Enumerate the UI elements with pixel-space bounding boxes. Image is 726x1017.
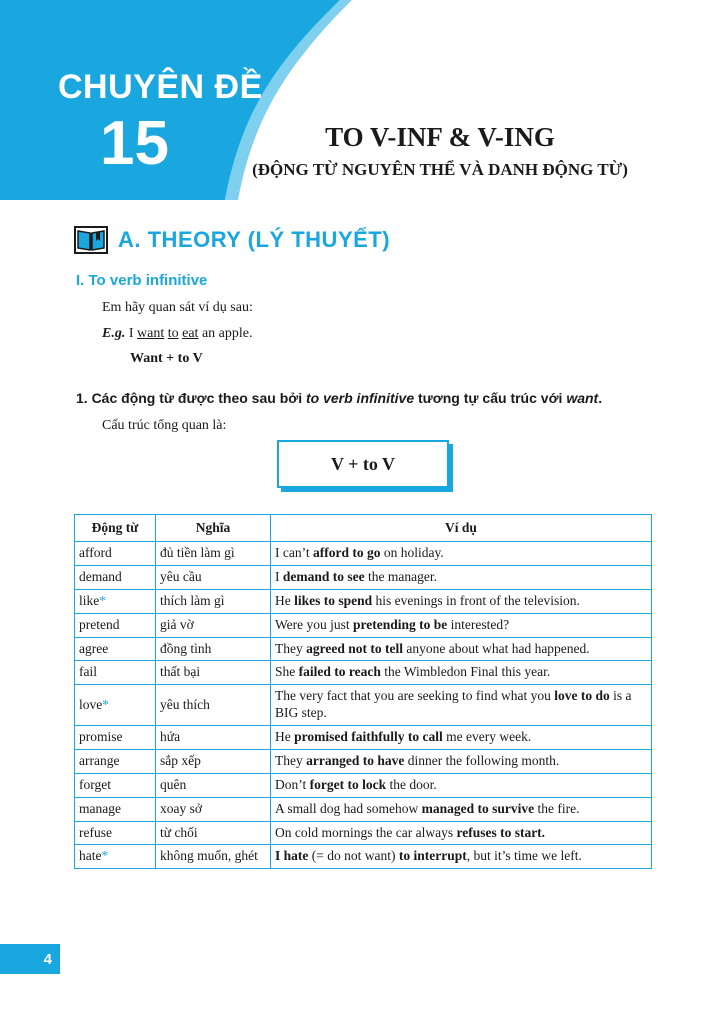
verb-text: demand xyxy=(79,568,122,584)
example-text: the door. xyxy=(386,776,437,792)
pattern-text: Want + to V xyxy=(130,351,203,366)
verb-cell xyxy=(75,845,156,869)
example-cell xyxy=(271,773,652,797)
example-cell xyxy=(271,661,652,685)
example-highlight: arranged to have xyxy=(306,752,405,768)
table-header-row xyxy=(75,515,652,542)
overview-text: Cấu trúc tổng quan là: xyxy=(102,418,227,433)
example-cell xyxy=(271,613,652,637)
eg-to: to xyxy=(167,326,179,341)
example-text: He xyxy=(275,729,295,744)
chapter-label: CHUYÊN ĐỀ xyxy=(58,68,263,106)
example-highlight: refuses to start. xyxy=(456,824,546,840)
example-cell xyxy=(271,749,652,773)
eg-rest: an apple. xyxy=(201,326,253,341)
verb-cell xyxy=(75,637,156,661)
example-text: She xyxy=(275,664,299,680)
example-text: They xyxy=(275,752,307,768)
verb-text: promise xyxy=(79,729,123,744)
example-highlight: I hate xyxy=(275,848,309,864)
open-book-icon xyxy=(74,225,108,255)
subsection-italic2: want xyxy=(566,390,599,406)
example-text: He xyxy=(275,592,295,608)
meaning-cell: quên xyxy=(156,773,271,797)
verb-text: arrange xyxy=(79,752,120,768)
table-row xyxy=(75,542,652,566)
example-text: , but it’s time we left. xyxy=(466,848,582,864)
verb-cell xyxy=(75,773,156,797)
table-row xyxy=(75,589,652,613)
header-example: Ví dụ xyxy=(271,515,652,542)
eg-want: want xyxy=(137,326,165,341)
verb-text: agree xyxy=(79,640,109,656)
example-cell xyxy=(271,821,652,845)
example-text: Were you just xyxy=(275,616,354,632)
example-highlight: failed to reach xyxy=(298,664,381,680)
star-mark: * xyxy=(102,696,109,712)
meaning-cell: đủ tiền làm gì xyxy=(156,542,271,566)
eg-eat: eat xyxy=(182,326,199,341)
example-text: interested? xyxy=(447,616,510,632)
table-row xyxy=(75,661,652,685)
example-cell xyxy=(271,685,652,726)
subsection-italic1: to verb infinitive xyxy=(305,390,415,406)
example-cell xyxy=(271,542,652,566)
eg-i: I xyxy=(128,326,134,341)
verb-cell xyxy=(75,565,156,589)
example-cell xyxy=(271,845,652,869)
example-highlight: pretending to be xyxy=(353,616,448,632)
verb-text: manage xyxy=(79,800,121,816)
example-text: On cold mornings the car always xyxy=(275,824,457,840)
table-row xyxy=(75,613,652,637)
header-meaning: Nghĩa xyxy=(156,515,271,542)
section-heading: I. To verb infinitive xyxy=(76,272,208,289)
theory-heading-text: A. THEORY (LÝ THUYẾT) xyxy=(118,227,391,252)
example-line xyxy=(102,326,252,342)
verb-text: pretend xyxy=(79,616,120,632)
table-row xyxy=(75,726,652,750)
example-text: me every week. xyxy=(442,729,532,744)
table-row xyxy=(75,637,652,661)
example-highlight: promised faithfully to call xyxy=(294,729,443,744)
subsection-suffix: . xyxy=(598,390,603,406)
example-text: the manager. xyxy=(364,568,437,584)
example-highlight: forget to lock xyxy=(309,776,387,792)
example-highlight: to interrupt xyxy=(398,848,467,864)
table-row xyxy=(75,797,652,821)
example-text: is a BIG step. xyxy=(275,688,632,721)
example-text: the Wimbledon Final this year. xyxy=(380,664,551,680)
table-row xyxy=(75,845,652,869)
example-text: I xyxy=(275,568,283,584)
verb-text: love xyxy=(79,696,103,712)
meaning-cell: sắp xếp xyxy=(156,749,271,773)
meaning-cell: thích làm gì xyxy=(156,589,271,613)
example-text: (= do not want) xyxy=(308,848,399,864)
verb-cell xyxy=(75,661,156,685)
meaning-cell: không muốn, ghét xyxy=(156,845,271,869)
example-text: his evenings in front of the television. xyxy=(372,592,580,608)
meaning-cell: yêu cầu xyxy=(156,565,271,589)
example-highlight: agreed not to tell xyxy=(306,640,403,656)
verb-cell xyxy=(75,589,156,613)
meaning-cell: đồng tình xyxy=(156,637,271,661)
example-text: on holiday. xyxy=(380,545,444,560)
table-row xyxy=(75,773,652,797)
example-text: dinner the following month. xyxy=(404,752,560,768)
example-highlight: love to do xyxy=(554,688,610,704)
example-highlight: demand to see xyxy=(282,568,365,584)
example-cell xyxy=(271,726,652,750)
verb-cell xyxy=(75,821,156,845)
page-number: 4 xyxy=(0,944,60,974)
intro-text: Em hãy quan sát ví dụ sau: xyxy=(102,300,253,315)
star-mark: * xyxy=(99,592,106,608)
star-mark: * xyxy=(101,848,109,864)
table-row xyxy=(75,685,652,726)
header-verb: Động từ xyxy=(75,515,156,542)
verb-cell xyxy=(75,613,156,637)
verb-text: forget xyxy=(79,776,111,792)
meaning-cell: giả vờ xyxy=(156,613,271,637)
meaning-cell: hứa xyxy=(156,726,271,750)
example-highlight: managed to survive xyxy=(421,800,535,816)
verb-text: fail xyxy=(79,664,97,680)
verb-cell xyxy=(75,749,156,773)
example-cell xyxy=(271,589,652,613)
example-cell xyxy=(271,797,652,821)
formula-box: V + to V xyxy=(277,440,449,488)
verb-cell xyxy=(75,542,156,566)
verb-text: hate xyxy=(79,848,102,864)
page-subtitle: (ĐỘNG TỪ NGUYÊN THỂ VÀ DANH ĐỘNG TỪ) xyxy=(252,160,628,179)
example-cell xyxy=(271,565,652,589)
example-text: the fire. xyxy=(534,800,580,816)
example-text: The very fact that you are seeking to find what you xyxy=(275,688,555,704)
page-title: TO V-INF & V-ING xyxy=(325,122,555,152)
verb-cell xyxy=(75,685,156,726)
meaning-cell: yêu thích xyxy=(156,685,271,726)
subsection-middle: tương tự cấu trúc với xyxy=(418,390,563,406)
example-text: I can’t xyxy=(275,545,313,560)
subsection-heading xyxy=(76,390,602,406)
example-text: A small dog had somehow xyxy=(275,800,422,816)
eg-label: E.g. xyxy=(102,326,126,341)
example-text: anyone about what had happened. xyxy=(402,640,590,656)
verb-text: like xyxy=(79,592,100,608)
verb-text: refuse xyxy=(79,824,112,840)
example-highlight: afford to go xyxy=(312,545,381,560)
theory-heading xyxy=(74,225,390,255)
verb-table xyxy=(74,514,652,869)
meaning-cell: thất bại xyxy=(156,661,271,685)
verb-cell xyxy=(75,797,156,821)
chapter-number: 15 xyxy=(100,109,169,178)
verb-cell xyxy=(75,726,156,750)
meaning-cell: từ chối xyxy=(156,821,271,845)
subsection-prefix: 1. Các động từ được theo sau bởi xyxy=(76,390,303,406)
example-cell xyxy=(271,637,652,661)
verb-text: afford xyxy=(79,545,112,560)
table-row xyxy=(75,749,652,773)
example-text: They xyxy=(275,640,307,656)
example-highlight: likes to spend xyxy=(294,592,373,608)
table-row xyxy=(75,565,652,589)
table-row xyxy=(75,821,652,845)
example-text: Don’t xyxy=(275,776,310,792)
meaning-cell: xoay sở xyxy=(156,797,271,821)
